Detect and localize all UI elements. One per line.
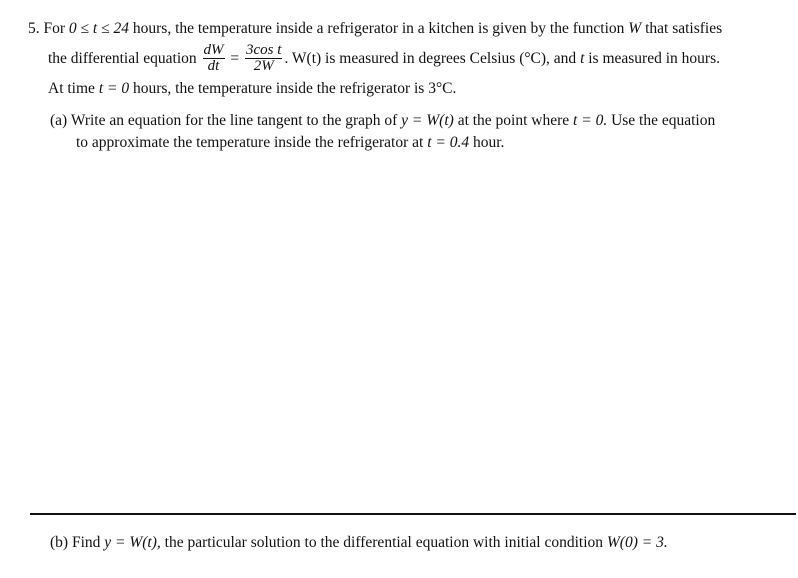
part-a-text-4: to approximate the temperature inside the refrigerator at: [76, 134, 424, 151]
part-a-label: (a): [50, 112, 68, 129]
part-b-label: (b): [50, 534, 69, 551]
var-t: t: [580, 50, 585, 68]
part-a-text-2: at the point where: [457, 112, 570, 129]
problem-number: 5.: [28, 20, 40, 37]
part-b-line: [50, 534, 668, 552]
diff-eq-label: the differential equation: [48, 50, 197, 68]
derivative-fraction: [203, 43, 225, 74]
derivative-numerator: dW: [203, 42, 224, 58]
problem-line-2: [48, 44, 720, 75]
intro-text-end: that satisfies: [645, 20, 723, 37]
at-time: At time: [48, 80, 95, 97]
part-a-text-3: Use the equation: [611, 112, 716, 129]
units-text-end: is measured in hours.: [588, 50, 720, 68]
rhs-fraction: [245, 43, 282, 74]
part-a-line-1: [50, 112, 715, 130]
derivative-denominator: dt: [207, 58, 220, 74]
part-b-condition: W(0) = 3.: [606, 534, 668, 551]
part-a-condition: t = 0.: [573, 112, 608, 129]
part-b-text: Find: [71, 534, 101, 551]
part-b-text-2: the particular solution to the differential equation with initial condition: [164, 534, 604, 551]
units-text: W(t) is measured in degrees Celsius (°C), and: [291, 50, 577, 68]
period: .: [284, 50, 289, 68]
part-a-text-5: hour.: [472, 134, 505, 151]
rhs-numerator: 3cos t: [246, 42, 282, 58]
part-a-line-2: [76, 134, 504, 152]
intro-for: For: [43, 20, 66, 37]
part-a-text: Write an equation for the line tangent to the graph of: [70, 112, 398, 129]
time-range: 0 ≤ t ≤ 24: [68, 20, 129, 37]
intro-text: hours, the temperature inside a refrigerator in a kitchen is given by the function: [132, 20, 625, 37]
problem-line-3: [48, 80, 456, 98]
function-name: W: [628, 20, 642, 37]
initial-time: t = 0: [98, 80, 130, 97]
part-b-equation: y = W(t),: [104, 534, 161, 551]
problem-line-1: [28, 20, 722, 38]
equals-sign: =: [230, 50, 240, 68]
initial-temp-text: hours, the temperature inside the refrigerator is 3°C.: [132, 80, 457, 97]
rhs-denominator: 2W: [253, 58, 274, 74]
section-divider: [30, 513, 796, 515]
part-a-equation: y = W(t): [401, 112, 454, 129]
part-a-time: t = 0.4: [427, 134, 470, 151]
